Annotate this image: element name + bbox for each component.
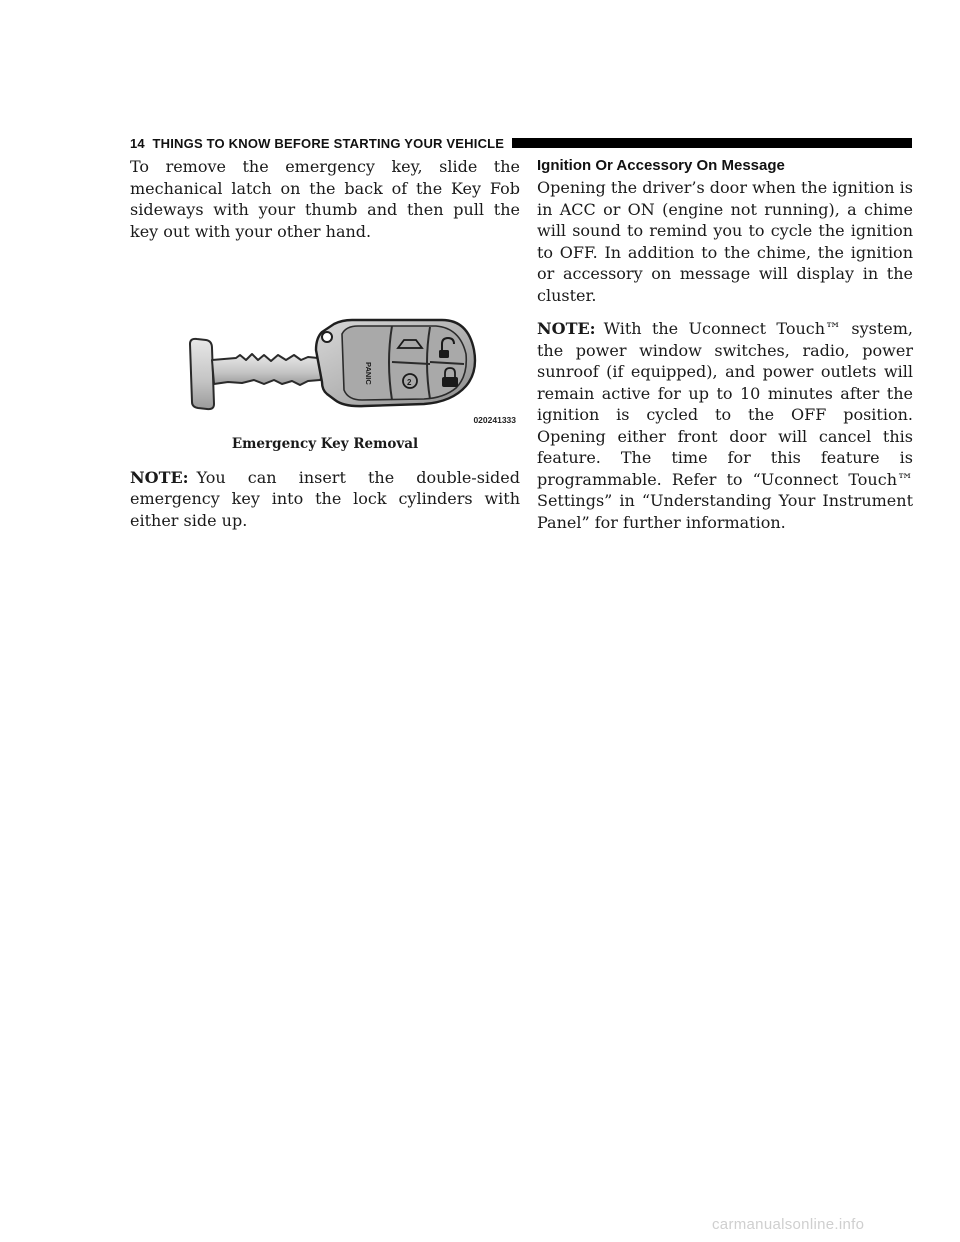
panic-button-label: PANIC xyxy=(364,362,373,385)
section-heading: Ignition Or Accessory On Message xyxy=(537,157,785,174)
key-blade xyxy=(212,354,326,385)
key-fob-illustration xyxy=(130,254,520,429)
right-column xyxy=(537,156,913,545)
ignition-message-paragraph: Opening the driver’s door when the ignition is in ACC or ON (engine not running), a chime will sound to remind you to cycle the ignition to OFF. In addition to the chime, the ignition or accessory on message will display in the cluster. xyxy=(537,178,913,305)
page-number: 14 xyxy=(130,135,145,151)
intro-paragraph: To remove the emergency key, slide the mechanical latch on the back of the Key Fob sideways with your thumb and then pull the key out with your other hand. xyxy=(130,157,520,241)
note-paragraph-right xyxy=(537,318,913,533)
fob-ring-hole xyxy=(322,332,332,342)
emergency-key-figure xyxy=(130,254,520,429)
key-head xyxy=(190,339,214,409)
section-title: THINGS TO KNOW BEFORE STARTING YOUR VEHICLE xyxy=(152,135,505,151)
site-watermark: carmanualsonline.info xyxy=(712,1216,865,1233)
note-label: NOTE: xyxy=(537,319,596,338)
header-text xyxy=(130,136,504,151)
figure-code: 020241333 xyxy=(473,415,516,425)
note-label: NOTE: xyxy=(130,467,189,487)
svg-text:2: 2 xyxy=(407,378,412,387)
page-header xyxy=(130,136,912,150)
note-text: With the Uconnect Touch™ system, the power window switches, radio, power sunroof (if equipped), and power outlets will remain active for up to 10 minutes after the ignition is cycled to the OFF position. Opening either front door will cancel this feature. The time for this feature is programmable. Refer to “Uconnect Touch™ Settings” in “Understanding Your Instrument Panel” for further information. xyxy=(537,319,913,532)
figure-caption: Emergency Key Removal xyxy=(231,436,419,452)
left-column xyxy=(130,156,520,543)
note-paragraph-left xyxy=(130,467,520,532)
note-text: You can insert the double-sided emergency key into the lock cylinders with either side up. xyxy=(130,467,520,530)
header-rule xyxy=(512,138,912,148)
